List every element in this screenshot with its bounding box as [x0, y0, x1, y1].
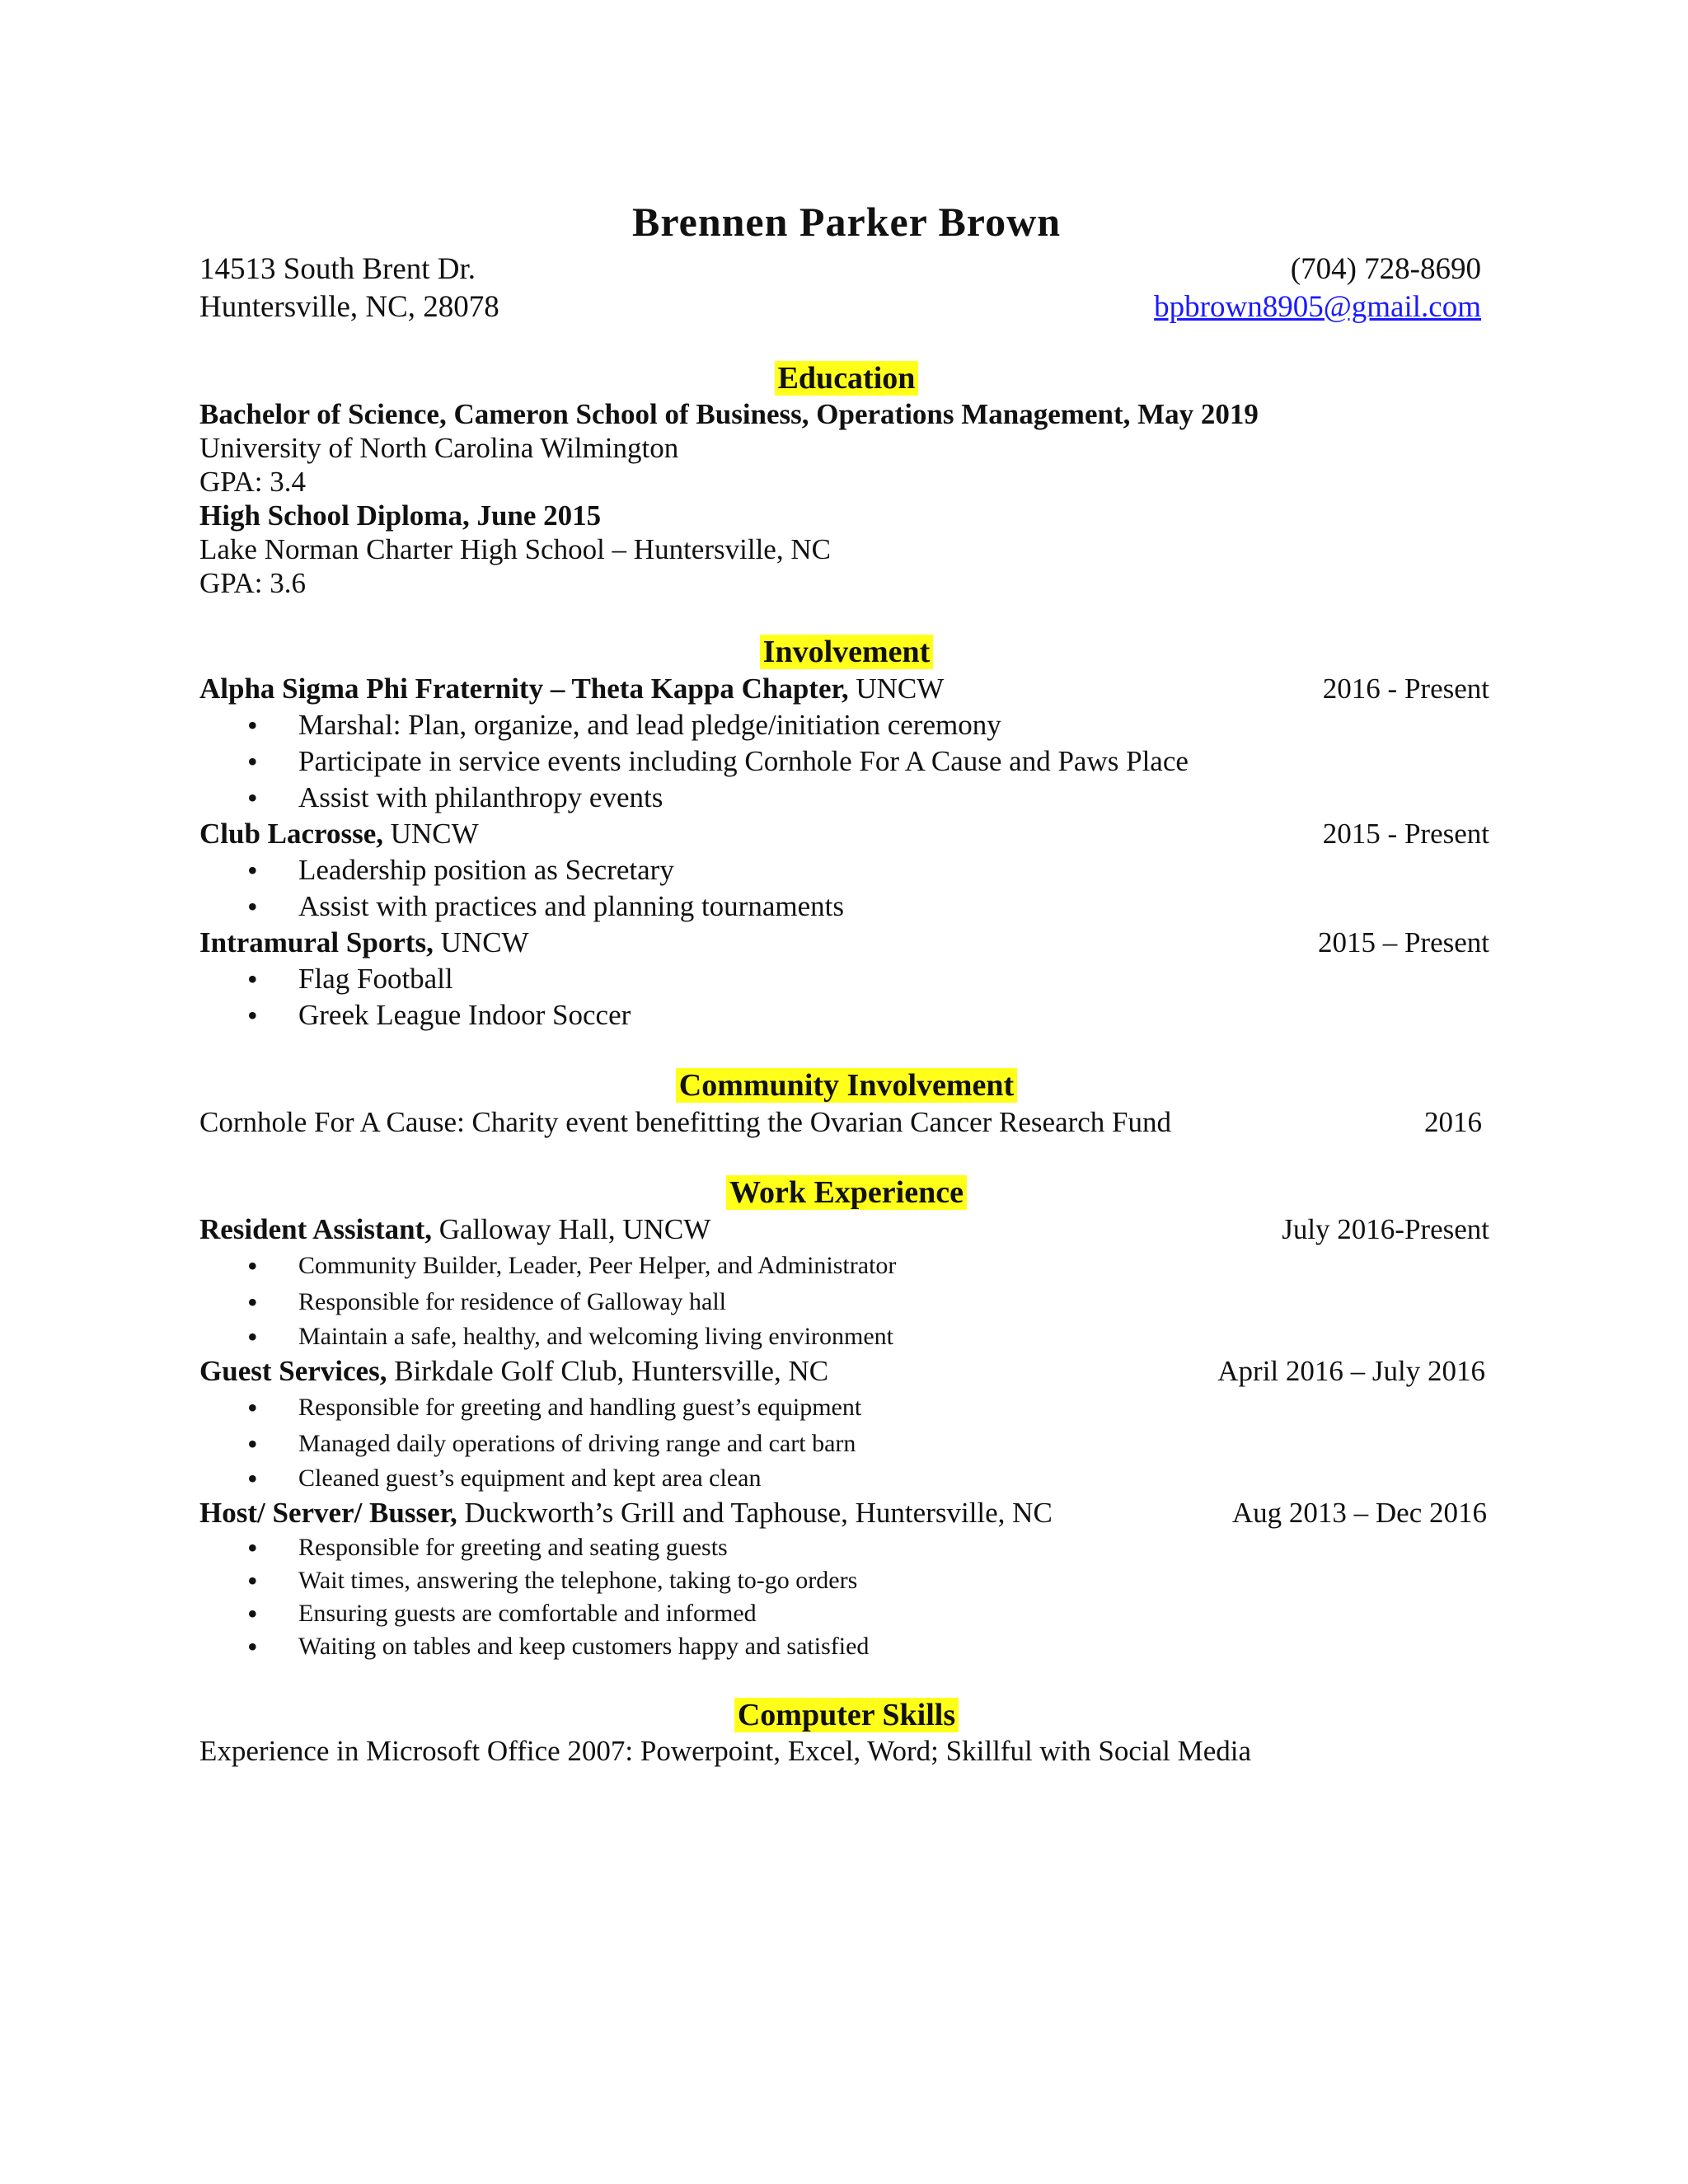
entry-org: Duckworth’s Grill and Taphouse, Huntersville, NC	[457, 1497, 1053, 1529]
address-line-1: 14513 South Brent Dr.	[199, 252, 476, 286]
list-item: • Cleaned guest’s equipment and kept area clean	[199, 1462, 1493, 1495]
education-section	[199, 359, 1493, 600]
list-item: • Assist with practices and planning tournaments	[199, 888, 1493, 925]
list-item: • Ensuring guests are comfortable and informed	[199, 1597, 1493, 1630]
entry-date: Aug 2013 – Dec 2016	[1231, 1497, 1487, 1529]
work-entry	[199, 1353, 1493, 1390]
list-item: • Responsible for greeting and handling guest’s equipment	[199, 1390, 1493, 1426]
involvement-heading: Involvement	[199, 633, 1493, 671]
entry-date: April 2016 – July 2016	[1217, 1355, 1485, 1387]
list-item: • Participate in service events including Cornhole For A Cause and Paws Place	[199, 743, 1493, 780]
list-item: • Responsible for residence of Galloway hall	[199, 1284, 1493, 1320]
address-line-2: Huntersville, NC, 28078	[199, 290, 499, 324]
skills-heading: Computer Skills	[199, 1696, 1493, 1734]
list-item: • Flag Football	[199, 961, 1493, 997]
resume-page	[199, 198, 1493, 1768]
entry-title: Alpha Sigma Phi Fraternity – Theta Kappa Chapter,	[199, 673, 849, 705]
entry-bullets	[199, 852, 1493, 925]
list-item: • Waiting on tables and keep customers happy and satisfied	[199, 1630, 1493, 1663]
entry-bullets	[199, 1531, 1493, 1663]
entry-bullets	[199, 961, 1493, 1033]
contact-row-2	[199, 288, 1493, 326]
school-1: University of North Carolina Wilmington	[199, 432, 679, 464]
entry-title: Resident Assistant,	[199, 1213, 432, 1245]
degree-1: Bachelor of Science, Cameron School of Business, Operations Management, May 2019	[199, 398, 1259, 430]
community-heading: Community Involvement	[199, 1066, 1493, 1104]
list-item: • Marshal: Plan, organize, and lead pledge/initiation ceremony	[199, 707, 1493, 743]
entry-bullets	[199, 1390, 1493, 1495]
entry-org: Birkdale Golf Club, Huntersville, NC	[387, 1355, 829, 1387]
skills-text: Experience in Microsoft Office 2007: Powerpoint, Excel, Word; Skillful with Social Media	[199, 1735, 1252, 1767]
entry-title: Guest Services,	[199, 1355, 387, 1387]
entry-title: Host/ Server/ Busser,	[199, 1497, 457, 1529]
work-entry	[199, 1495, 1493, 1531]
resume-name: Brennen Parker Brown	[631, 199, 1062, 245]
community-section	[199, 1066, 1493, 1141]
entry-org: UNCW	[383, 818, 479, 850]
entry-org: UNCW	[848, 673, 945, 705]
involvement-entry	[199, 925, 1493, 961]
work-section	[199, 1174, 1493, 1663]
school-2: Lake Norman Charter High School – Huntersville, NC	[199, 533, 831, 565]
community-date: 2016	[1424, 1106, 1482, 1138]
education-heading: Education	[199, 359, 1493, 397]
gpa-2: GPA: 3.6	[199, 567, 307, 599]
entry-bullets	[199, 1248, 1493, 1353]
list-item: • Community Builder, Leader, Peer Helper, and Administrator	[199, 1248, 1493, 1284]
community-entry	[199, 1104, 1493, 1141]
skills-section	[199, 1696, 1493, 1768]
entry-org: UNCW	[433, 926, 529, 958]
involvement-entry	[199, 671, 1493, 707]
degree-2: High School Diploma, June 2015	[199, 499, 602, 532]
entry-date: 2016 - Present	[1322, 673, 1489, 705]
entry-title: Club Lacrosse,	[199, 818, 383, 850]
email-link[interactable]: bpbrown8905@gmail.com	[1154, 290, 1481, 324]
contact-row-1	[199, 251, 1493, 288]
list-item: • Maintain a safe, healthy, and welcoming living environment	[199, 1320, 1493, 1353]
entry-date: 2015 – Present	[1317, 926, 1489, 958]
work-entry	[199, 1212, 1493, 1248]
list-item: • Wait times, answering the telephone, taking to-go orders	[199, 1564, 1493, 1597]
list-item: • Greek League Indoor Soccer	[199, 997, 1493, 1033]
entry-org: Galloway Hall, UNCW	[431, 1213, 711, 1245]
gpa-1: GPA: 3.4	[199, 466, 307, 498]
list-item: • Leadership position as Secretary	[199, 852, 1493, 888]
work-heading: Work Experience	[199, 1174, 1493, 1212]
entry-date: July 2016-Present	[1282, 1213, 1489, 1245]
entry-bullets	[199, 707, 1493, 816]
list-item: • Assist with philanthropy events	[199, 780, 1493, 816]
involvement-entry	[199, 816, 1493, 852]
entry-date: 2015 - Present	[1322, 818, 1489, 850]
entry-title: Intramural Sports,	[199, 926, 434, 958]
list-item: • Managed daily operations of driving range and cart barn	[199, 1426, 1493, 1462]
involvement-section	[199, 633, 1493, 1033]
phone-number: (704) 728-8690	[1290, 252, 1481, 286]
list-item: • Responsible for greeting and seating guests	[199, 1531, 1493, 1564]
community-text: Cornhole For A Cause: Charity event benefitting the Ovarian Cancer Research Fund	[199, 1106, 1172, 1138]
